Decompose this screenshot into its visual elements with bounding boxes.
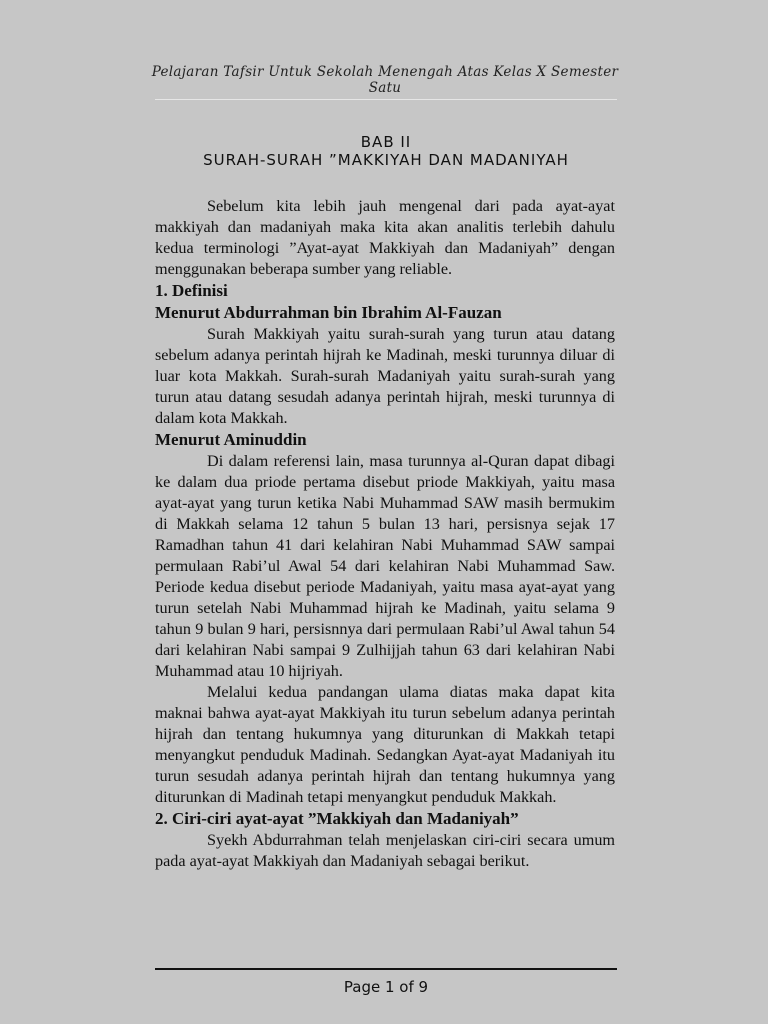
paragraph-ciri-ciri: Syekh Abdurrahman telah menjelaskan ciri-ciri secara umum pada ayat-ayat Makkiyah dan Madaniyah sebagai berikut. [155,831,615,870]
section-heading-definisi: 1. Definisi [155,281,228,300]
paragraph-aminuddin: Di dalam referensi lain, masa turunnya al-Quran dapat dibagi ke dalam dua priode pertama disebut priode Makkiyah, yaitu masa ayat-ayat yang turun ketika Nabi Muhammad SAW masih bermukim di Makkah selama 12 tahun 5 bulan 13 hari, persisnya sejak 17 Ramadhan tahun 41 dari kelahiran Nabi Muhammad SAW sampai permulaan Rabi’ul Awal 54 dari kelahiran Nabi Muhammad Saw. Periode kedua disebut periode Madaniyah, yaitu masa ayat-ayat yang turun setelah Nabi Muhammad hijrah ke Madinah, yaitu selama 9 tahun 9 bulan 9 hari, persisnnya dari permulaan Rabi’ul Awal tahun 54 dari kelahiran Nabi sampai 9 Zulhijjah tahun 63 dari kelahiran Nabi Muhammad atau 10 hijriyah. [155,452,615,680]
running-header: Pelajaran Tafsir Untuk Sekolah Menengah Atas Kelas X Semester Satu [151,64,619,96]
paragraph-conclusion: Melalui kedua pandangan ulama diatas maka dapat kita maknai bahwa ayat-ayat Makkiyah itu turun sebelum adanya perintah hijrah dan tentang hukumnya yang diturunkan di Makkah tetapi menyangkut penduduk Madinah. Sedangkan Ayat-ayat Madaniyah itu turun sesudah adanya perintah hijrah dan tentang hukumnya yang diturunkan di Madinah tetapi menyangkut penduduk Makkah. [155,683,615,806]
chapter-number: BAB II [360,133,412,151]
document-body [155,196,615,872]
section-heading-ciri-ciri: 2. Ciri-ciri ayat-ayat ”Makkiyah dan Madaniyah” [155,809,519,828]
intro-paragraph: Sebelum kita lebih jauh mengenal dari pada ayat-ayat makkiyah dan madaniyah maka kita akan analitis terlebih dahulu kedua terminologi ”Ayat-ayat Makkiyah dan Madaniyah” dengan menggunakan beberapa sumber yang reliable. [155,197,615,278]
header-divider [155,99,617,100]
paragraph-al-fauzan: Surah Makkiyah yaitu surah-surah yang turun atau datang sebelum adanya perintah hijrah ke Madinah, meski turunnya diluar di luar kota Makkah. Surah-surah Madaniyah yaitu surah-surah yang turun atau datang sesudah adanya perintah hijrah, meski turunnya di dalam kota Makkah. [155,325,615,427]
footer-divider [155,968,617,970]
subheading-aminuddin: Menurut Aminuddin [155,430,307,449]
subheading-al-fauzan: Menurut Abdurrahman bin Ibrahim Al-Fauzan [155,303,502,322]
chapter-title: SURAH-SURAH ”MAKKIYAH DAN MADANIYAH [203,151,569,169]
page-number: Page 1 of 9 [343,978,429,996]
